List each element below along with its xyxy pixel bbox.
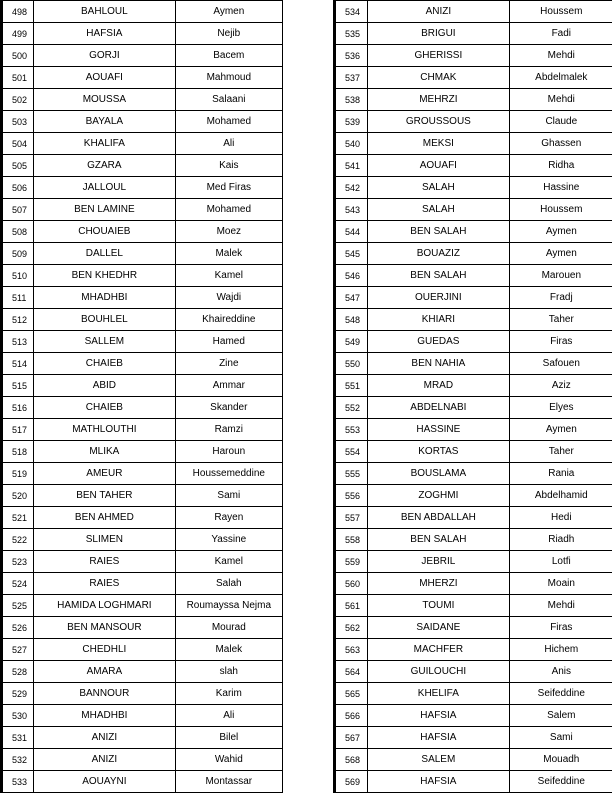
table-row bbox=[335, 573, 612, 595]
table-row bbox=[335, 661, 612, 683]
row-number: 501 bbox=[2, 67, 34, 89]
table-row bbox=[2, 89, 283, 111]
table-row bbox=[335, 45, 612, 67]
row-number: 513 bbox=[2, 331, 34, 353]
row-number: 515 bbox=[2, 375, 34, 397]
first-name: Aymen bbox=[509, 419, 612, 441]
row-number: 526 bbox=[2, 617, 34, 639]
table-row bbox=[335, 529, 612, 551]
last-name: CHMAK bbox=[368, 67, 510, 89]
row-number: 547 bbox=[335, 287, 368, 309]
table-row bbox=[335, 67, 612, 89]
row-number: 560 bbox=[335, 573, 368, 595]
last-name: RAIES bbox=[34, 573, 176, 595]
row-number: 524 bbox=[2, 573, 34, 595]
first-name: Mourad bbox=[175, 617, 282, 639]
first-name: Sami bbox=[175, 485, 282, 507]
first-name: Mahmoud bbox=[175, 67, 282, 89]
first-name: Anis bbox=[509, 661, 612, 683]
first-name: Firas bbox=[509, 617, 612, 639]
last-name: GROUSSOUS bbox=[368, 111, 510, 133]
table-row bbox=[335, 705, 612, 727]
row-number: 531 bbox=[2, 727, 34, 749]
row-number: 561 bbox=[335, 595, 368, 617]
last-name: CHAIEB bbox=[34, 353, 176, 375]
row-number: 499 bbox=[2, 23, 34, 45]
first-name: Rayen bbox=[175, 507, 282, 529]
table-row bbox=[2, 617, 283, 639]
table-row bbox=[335, 243, 612, 265]
first-name: Hichem bbox=[509, 639, 612, 661]
first-name: Sami bbox=[509, 727, 612, 749]
table-row bbox=[2, 419, 283, 441]
row-number: 510 bbox=[2, 265, 34, 287]
table-row bbox=[335, 683, 612, 705]
first-name: Ammar bbox=[175, 375, 282, 397]
last-name: BAHLOUL bbox=[34, 1, 176, 23]
row-number: 527 bbox=[2, 639, 34, 661]
last-name: BAYALA bbox=[34, 111, 176, 133]
table-row bbox=[2, 67, 283, 89]
last-name: BOUAZIZ bbox=[368, 243, 510, 265]
first-name: Moez bbox=[175, 221, 282, 243]
table-row bbox=[335, 551, 612, 573]
row-number: 530 bbox=[2, 705, 34, 727]
table-row bbox=[2, 727, 283, 749]
table-row bbox=[335, 639, 612, 661]
last-name: AMARA bbox=[34, 661, 176, 683]
table-row bbox=[2, 177, 283, 199]
row-number: 519 bbox=[2, 463, 34, 485]
last-name: BEN NAHIA bbox=[368, 353, 510, 375]
table-row bbox=[2, 573, 283, 595]
last-name: ABID bbox=[34, 375, 176, 397]
first-name: Moain bbox=[509, 573, 612, 595]
table-row bbox=[2, 529, 283, 551]
last-name: KHALIFA bbox=[34, 133, 176, 155]
first-name: Zine bbox=[175, 353, 282, 375]
row-number: 558 bbox=[335, 529, 368, 551]
row-number: 537 bbox=[335, 67, 368, 89]
table-row bbox=[335, 617, 612, 639]
last-name: BOUHLEL bbox=[34, 309, 176, 331]
last-name: AOUAYNI bbox=[34, 771, 176, 793]
table-row bbox=[2, 463, 283, 485]
first-name: Houssem bbox=[509, 1, 612, 23]
table-row bbox=[335, 595, 612, 617]
row-number: 551 bbox=[335, 375, 368, 397]
table-row bbox=[335, 419, 612, 441]
first-name: Houssemeddine bbox=[175, 463, 282, 485]
first-name: Bacem bbox=[175, 45, 282, 67]
row-number: 528 bbox=[2, 661, 34, 683]
first-name: Aymen bbox=[509, 243, 612, 265]
first-name: Mohamed bbox=[175, 111, 282, 133]
table-row bbox=[2, 683, 283, 705]
first-name: Salah bbox=[175, 573, 282, 595]
row-number: 504 bbox=[2, 133, 34, 155]
table-row bbox=[335, 397, 612, 419]
row-number: 516 bbox=[2, 397, 34, 419]
names-table-left bbox=[0, 0, 283, 793]
last-name: HAMIDA LOGHMARI bbox=[34, 595, 176, 617]
row-number: 557 bbox=[335, 507, 368, 529]
table-row bbox=[2, 661, 283, 683]
table-row bbox=[2, 353, 283, 375]
table-body-left bbox=[2, 1, 283, 793]
row-number: 521 bbox=[2, 507, 34, 529]
last-name: CHEDHLI bbox=[34, 639, 176, 661]
last-name: CHOUAIEB bbox=[34, 221, 176, 243]
first-name: Riadh bbox=[509, 529, 612, 551]
first-name: Malek bbox=[175, 639, 282, 661]
row-number: 538 bbox=[335, 89, 368, 111]
row-number: 549 bbox=[335, 331, 368, 353]
first-name: Kais bbox=[175, 155, 282, 177]
first-name: Hamed bbox=[175, 331, 282, 353]
last-name: MATHLOUTHI bbox=[34, 419, 176, 441]
last-name: HAFSIA bbox=[368, 705, 510, 727]
last-name: SALAH bbox=[368, 199, 510, 221]
first-name: Firas bbox=[509, 331, 612, 353]
first-name: Hassine bbox=[509, 177, 612, 199]
table-row bbox=[2, 133, 283, 155]
first-name: Mehdi bbox=[509, 89, 612, 111]
row-number: 509 bbox=[2, 243, 34, 265]
last-name: MHERZI bbox=[368, 573, 510, 595]
row-number: 541 bbox=[335, 155, 368, 177]
row-number: 539 bbox=[335, 111, 368, 133]
first-name: Mehdi bbox=[509, 45, 612, 67]
last-name: CHAIEB bbox=[34, 397, 176, 419]
row-number: 552 bbox=[335, 397, 368, 419]
first-name: Abdelmalek bbox=[509, 67, 612, 89]
table-row bbox=[335, 199, 612, 221]
last-name: MRAD bbox=[368, 375, 510, 397]
table-row bbox=[335, 331, 612, 353]
row-number: 534 bbox=[335, 1, 368, 23]
first-name: Aymen bbox=[175, 1, 282, 23]
first-name: Houssem bbox=[509, 199, 612, 221]
table-body-right bbox=[335, 1, 612, 793]
first-name: Skander bbox=[175, 397, 282, 419]
first-name: Ali bbox=[175, 705, 282, 727]
first-name: Kamel bbox=[175, 551, 282, 573]
row-number: 565 bbox=[335, 683, 368, 705]
table-row bbox=[2, 45, 283, 67]
last-name: GUILOUCHI bbox=[368, 661, 510, 683]
row-number: 545 bbox=[335, 243, 368, 265]
table-row bbox=[2, 595, 283, 617]
first-name: Salaani bbox=[175, 89, 282, 111]
first-name: Salem bbox=[509, 705, 612, 727]
row-number: 556 bbox=[335, 485, 368, 507]
last-name: BEN MANSOUR bbox=[34, 617, 176, 639]
first-name: Claude bbox=[509, 111, 612, 133]
table-row bbox=[2, 331, 283, 353]
row-number: 567 bbox=[335, 727, 368, 749]
row-number: 568 bbox=[335, 749, 368, 771]
first-name: Wahid bbox=[175, 749, 282, 771]
row-number: 507 bbox=[2, 199, 34, 221]
first-name: Wajdi bbox=[175, 287, 282, 309]
row-number: 542 bbox=[335, 177, 368, 199]
table-row bbox=[335, 133, 612, 155]
last-name: ZOGHMI bbox=[368, 485, 510, 507]
row-number: 554 bbox=[335, 441, 368, 463]
table-row bbox=[335, 375, 612, 397]
first-name: Marouen bbox=[509, 265, 612, 287]
table-row bbox=[2, 23, 283, 45]
row-number: 559 bbox=[335, 551, 368, 573]
table-row bbox=[335, 309, 612, 331]
table-row bbox=[335, 353, 612, 375]
row-number: 564 bbox=[335, 661, 368, 683]
table-row bbox=[2, 485, 283, 507]
last-name: BEN LAMINE bbox=[34, 199, 176, 221]
first-name: Nejib bbox=[175, 23, 282, 45]
first-name: Roumayssa Nejma bbox=[175, 595, 282, 617]
row-number: 514 bbox=[2, 353, 34, 375]
last-name: KHIARI bbox=[368, 309, 510, 331]
first-name: Aziz bbox=[509, 375, 612, 397]
last-name: GHERISSI bbox=[368, 45, 510, 67]
last-name: MACHFER bbox=[368, 639, 510, 661]
last-name: DALLEL bbox=[34, 243, 176, 265]
row-number: 520 bbox=[2, 485, 34, 507]
table-row bbox=[335, 1, 612, 23]
row-number: 548 bbox=[335, 309, 368, 331]
last-name: RAIES bbox=[34, 551, 176, 573]
first-name: Malek bbox=[175, 243, 282, 265]
last-name: SALLEM bbox=[34, 331, 176, 353]
table-row bbox=[335, 265, 612, 287]
last-name: BEN KHEDHR bbox=[34, 265, 176, 287]
first-name: Kamel bbox=[175, 265, 282, 287]
first-name: Rania bbox=[509, 463, 612, 485]
last-name: MEKSI bbox=[368, 133, 510, 155]
table-row bbox=[335, 441, 612, 463]
first-name: Fradj bbox=[509, 287, 612, 309]
row-number: 535 bbox=[335, 23, 368, 45]
first-name: Ghassen bbox=[509, 133, 612, 155]
last-name: AOUAFI bbox=[34, 67, 176, 89]
last-name: MEHRZI bbox=[368, 89, 510, 111]
last-name: MHADHBI bbox=[34, 705, 176, 727]
last-name: ANIZI bbox=[368, 1, 510, 23]
table-row bbox=[2, 441, 283, 463]
row-number: 546 bbox=[335, 265, 368, 287]
row-number: 532 bbox=[2, 749, 34, 771]
first-name: Khaireddine bbox=[175, 309, 282, 331]
row-number: 562 bbox=[335, 617, 368, 639]
table-row bbox=[2, 749, 283, 771]
row-number: 555 bbox=[335, 463, 368, 485]
table-row bbox=[335, 177, 612, 199]
table-row bbox=[2, 507, 283, 529]
first-name: Haroun bbox=[175, 441, 282, 463]
table-row bbox=[335, 485, 612, 507]
first-name: Taher bbox=[509, 309, 612, 331]
row-number: 502 bbox=[2, 89, 34, 111]
first-name: Mouadh bbox=[509, 749, 612, 771]
first-name: Elyes bbox=[509, 397, 612, 419]
table-row bbox=[2, 309, 283, 331]
last-name: ANIZI bbox=[34, 749, 176, 771]
first-name: Taher bbox=[509, 441, 612, 463]
last-name: GUEDAS bbox=[368, 331, 510, 353]
table-row bbox=[2, 155, 283, 177]
row-number: 518 bbox=[2, 441, 34, 463]
table-row bbox=[2, 397, 283, 419]
row-number: 553 bbox=[335, 419, 368, 441]
last-name: GZARA bbox=[34, 155, 176, 177]
first-name: Seifeddine bbox=[509, 683, 612, 705]
last-name: MOUSSA bbox=[34, 89, 176, 111]
first-name: Med Firas bbox=[175, 177, 282, 199]
row-number: 536 bbox=[335, 45, 368, 67]
last-name: KORTAS bbox=[368, 441, 510, 463]
table-row bbox=[2, 771, 283, 793]
first-name: slah bbox=[175, 661, 282, 683]
table-row bbox=[335, 89, 612, 111]
row-number: 540 bbox=[335, 133, 368, 155]
table-row bbox=[335, 287, 612, 309]
row-number: 569 bbox=[335, 771, 368, 793]
table-row bbox=[2, 705, 283, 727]
first-name: Bilel bbox=[175, 727, 282, 749]
row-number: 498 bbox=[2, 1, 34, 23]
last-name: SLIMEN bbox=[34, 529, 176, 551]
last-name: BRIGUI bbox=[368, 23, 510, 45]
table-row bbox=[335, 463, 612, 485]
row-number: 508 bbox=[2, 221, 34, 243]
last-name: SALEM bbox=[368, 749, 510, 771]
table-row bbox=[335, 727, 612, 749]
row-number: 529 bbox=[2, 683, 34, 705]
last-name: BEN SALAH bbox=[368, 221, 510, 243]
last-name: BEN TAHER bbox=[34, 485, 176, 507]
row-number: 550 bbox=[335, 353, 368, 375]
names-table-right bbox=[333, 0, 612, 793]
first-name: Mohamed bbox=[175, 199, 282, 221]
table-row bbox=[2, 265, 283, 287]
row-number: 523 bbox=[2, 551, 34, 573]
row-number: 500 bbox=[2, 45, 34, 67]
last-name: MHADHBI bbox=[34, 287, 176, 309]
last-name: BEN SALAH bbox=[368, 265, 510, 287]
table-row bbox=[335, 771, 612, 793]
row-number: 511 bbox=[2, 287, 34, 309]
last-name: HAFSIA bbox=[368, 771, 510, 793]
row-number: 522 bbox=[2, 529, 34, 551]
row-number: 544 bbox=[335, 221, 368, 243]
last-name: KHELIFA bbox=[368, 683, 510, 705]
first-name: Aymen bbox=[509, 221, 612, 243]
last-name: SAIDANE bbox=[368, 617, 510, 639]
last-name: HASSINE bbox=[368, 419, 510, 441]
table-row bbox=[2, 221, 283, 243]
table-row bbox=[335, 221, 612, 243]
table-row bbox=[2, 1, 283, 23]
last-name: MLIKA bbox=[34, 441, 176, 463]
first-name: Mehdi bbox=[509, 595, 612, 617]
last-name: ABDELNABI bbox=[368, 397, 510, 419]
last-name: HAFSIA bbox=[368, 727, 510, 749]
last-name: TOUMI bbox=[368, 595, 510, 617]
table-row bbox=[335, 23, 612, 45]
first-name: Ramzi bbox=[175, 419, 282, 441]
first-name: Lotfi bbox=[509, 551, 612, 573]
table-row bbox=[2, 287, 283, 309]
row-number: 563 bbox=[335, 639, 368, 661]
table-row bbox=[335, 749, 612, 771]
last-name: SALAH bbox=[368, 177, 510, 199]
last-name: JALLOUL bbox=[34, 177, 176, 199]
first-name: Karim bbox=[175, 683, 282, 705]
last-name: HAFSIA bbox=[34, 23, 176, 45]
table-row bbox=[2, 639, 283, 661]
last-name: OUERJINI bbox=[368, 287, 510, 309]
first-name: Seifeddine bbox=[509, 771, 612, 793]
last-name: AMEUR bbox=[34, 463, 176, 485]
last-name: BOUSLAMA bbox=[368, 463, 510, 485]
row-number: 512 bbox=[2, 309, 34, 331]
table-row bbox=[335, 111, 612, 133]
table-row bbox=[2, 111, 283, 133]
table-row bbox=[2, 243, 283, 265]
first-name: Hedi bbox=[509, 507, 612, 529]
last-name: JEBRIL bbox=[368, 551, 510, 573]
last-name: ANIZI bbox=[34, 727, 176, 749]
last-name: BEN SALAH bbox=[368, 529, 510, 551]
last-name: BEN AHMED bbox=[34, 507, 176, 529]
last-name: AOUAFI bbox=[368, 155, 510, 177]
row-number: 503 bbox=[2, 111, 34, 133]
first-name: Montassar bbox=[175, 771, 282, 793]
table-row bbox=[2, 199, 283, 221]
last-name: BEN ABDALLAH bbox=[368, 507, 510, 529]
row-number: 566 bbox=[335, 705, 368, 727]
row-number: 525 bbox=[2, 595, 34, 617]
table-row bbox=[2, 375, 283, 397]
table-row bbox=[2, 551, 283, 573]
first-name: Safouen bbox=[509, 353, 612, 375]
first-name: Fadi bbox=[509, 23, 612, 45]
row-number: 506 bbox=[2, 177, 34, 199]
last-name: BANNOUR bbox=[34, 683, 176, 705]
row-number: 517 bbox=[2, 419, 34, 441]
row-number: 505 bbox=[2, 155, 34, 177]
row-number: 533 bbox=[2, 771, 34, 793]
table-row bbox=[335, 507, 612, 529]
first-name: Yassine bbox=[175, 529, 282, 551]
last-name: GORJI bbox=[34, 45, 176, 67]
first-name: Abdelhamid bbox=[509, 485, 612, 507]
first-name: Ali bbox=[175, 133, 282, 155]
first-name: Ridha bbox=[509, 155, 612, 177]
table-row bbox=[335, 155, 612, 177]
row-number: 543 bbox=[335, 199, 368, 221]
